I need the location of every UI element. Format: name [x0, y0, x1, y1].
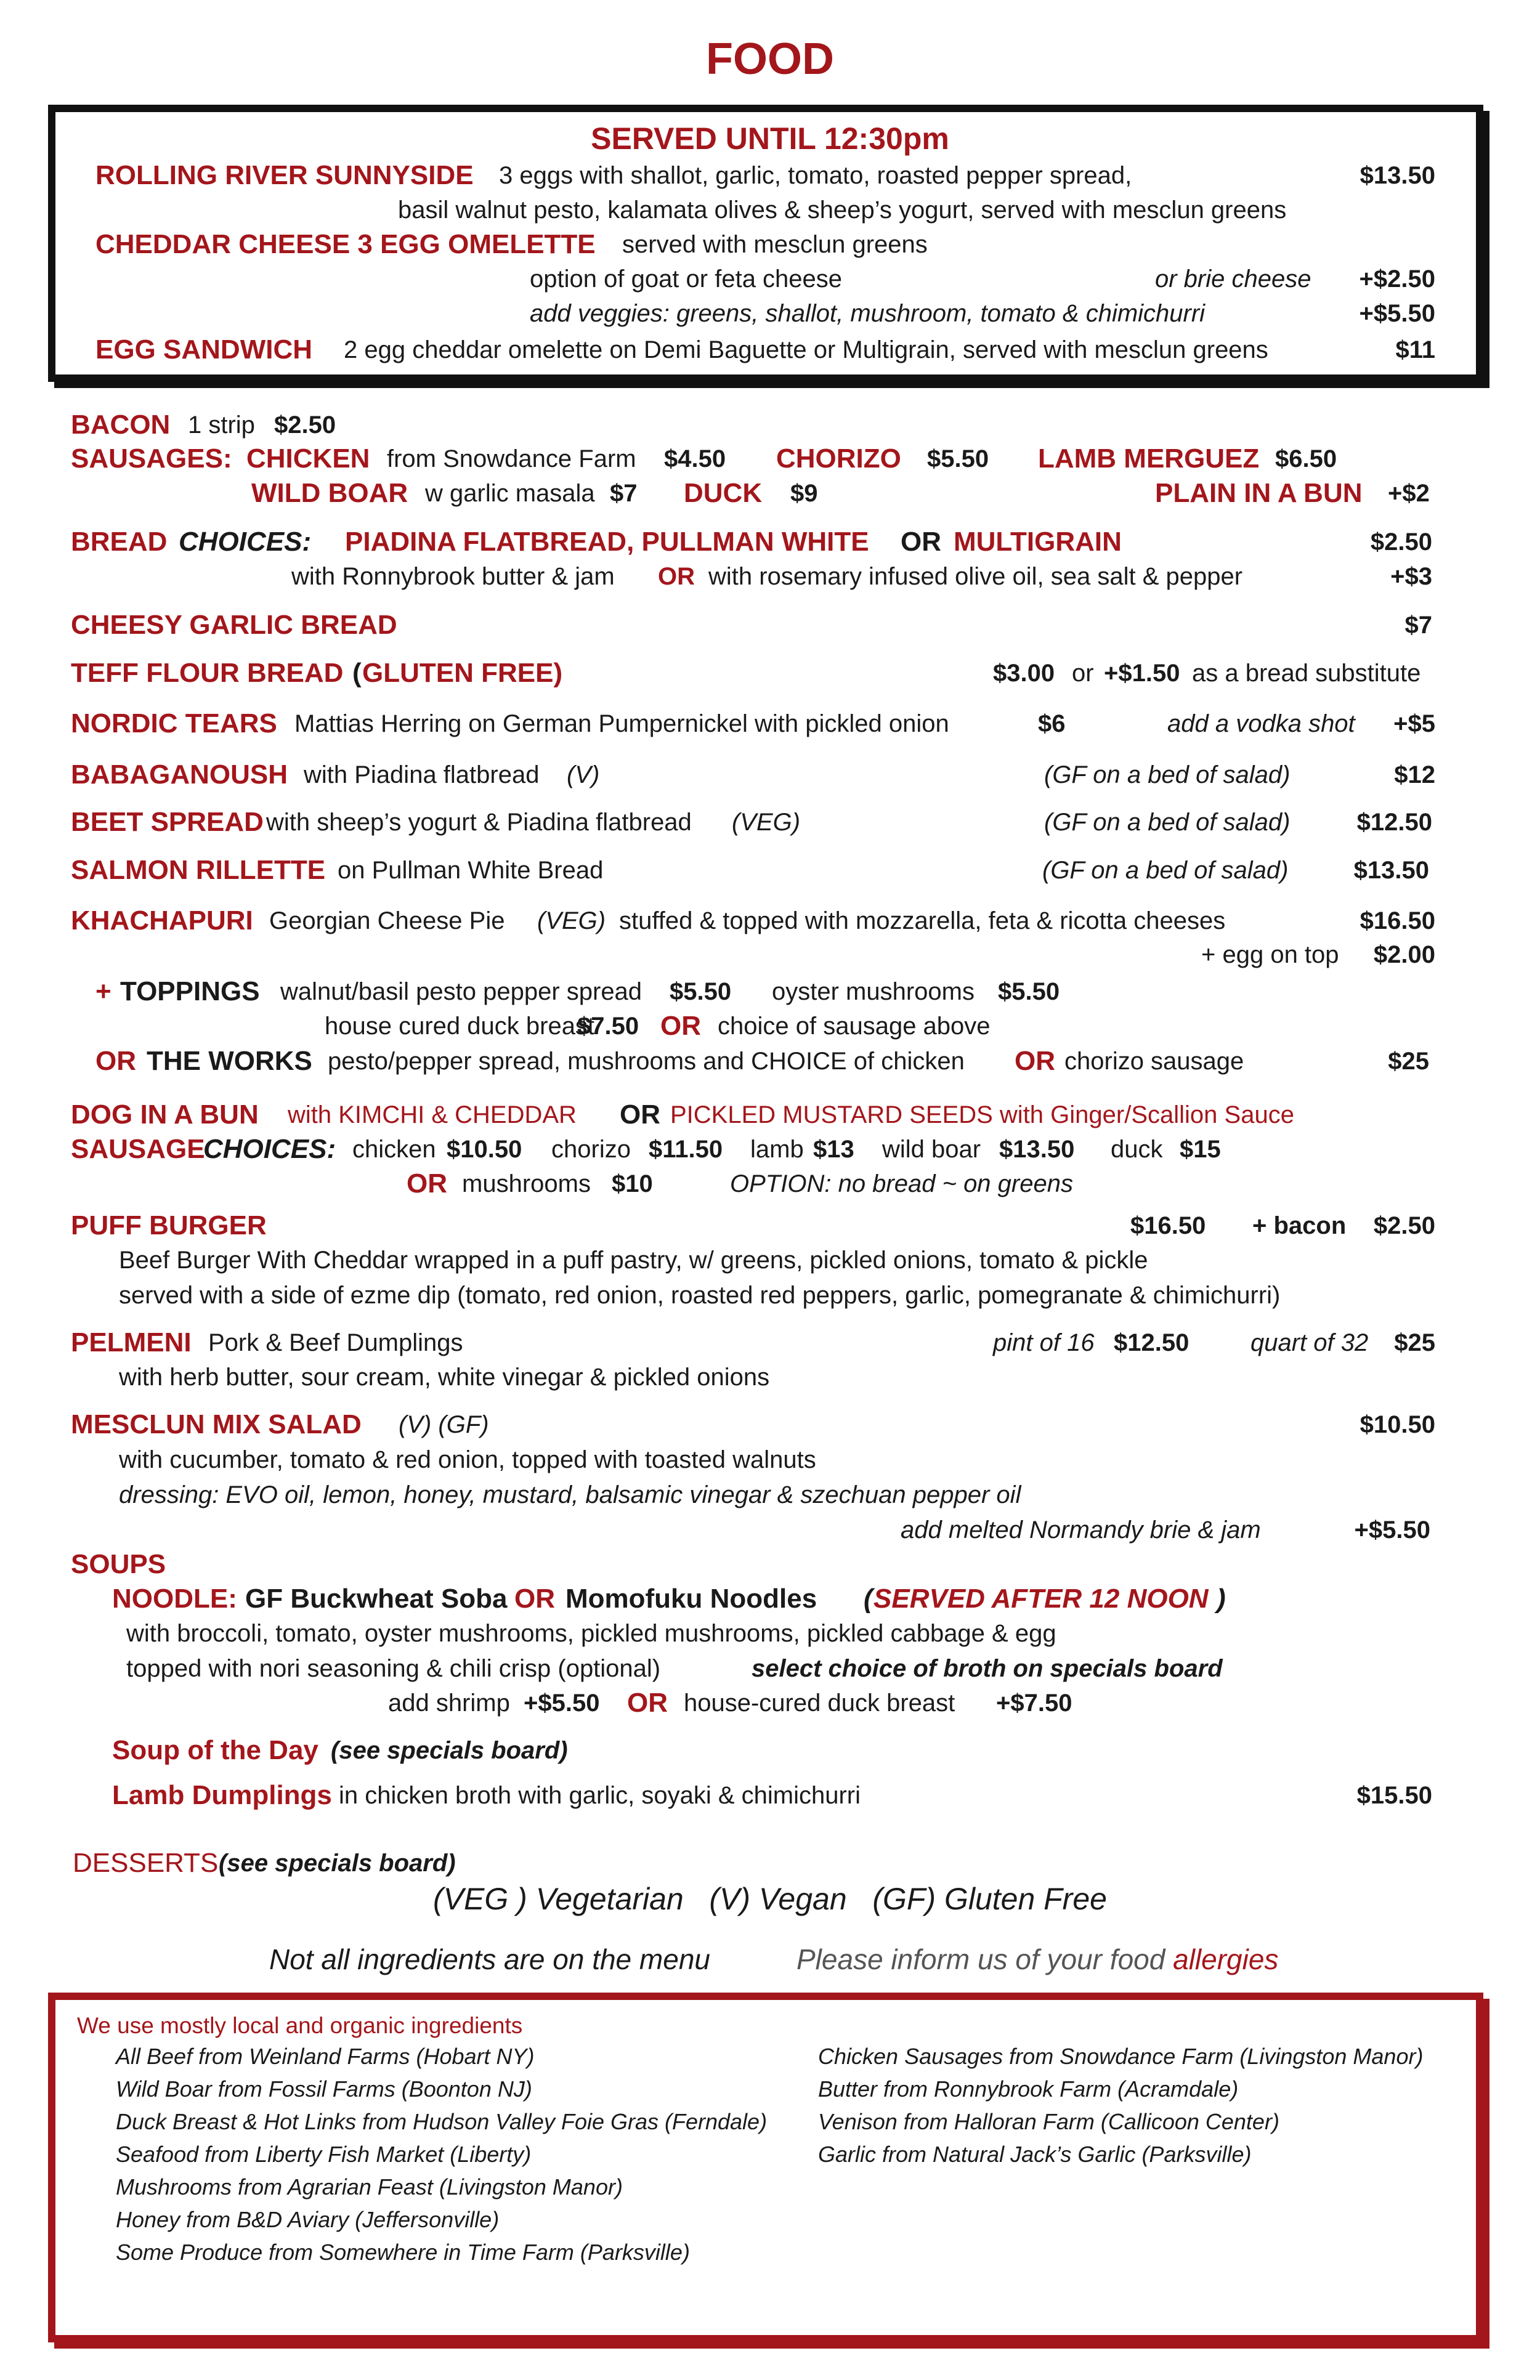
khach-egg: + egg on top [1201, 941, 1339, 968]
toppings-plus: + [95, 976, 111, 1006]
source-item: Seafood from Liberty Fish Market (Liberty) [116, 2142, 532, 2167]
baba-price: $12 [1394, 761, 1435, 788]
sunnyside-price: $13.50 [1360, 162, 1435, 189]
dog-choice-4-price: $13.50 [999, 1136, 1075, 1163]
dog-desc-1: with KIMCHI & CHEDDAR [288, 1101, 577, 1128]
omelette-option-1: option of goat or feta cheese [530, 265, 843, 293]
breakfast-heading: SERVED UNTIL 12:30pm [591, 121, 949, 156]
baba-name: BABAGANOUSH [71, 759, 288, 790]
teff-name: TEFF FLOUR BREAD [71, 658, 344, 688]
khach-name: KHACHAPURI [71, 905, 253, 936]
sausage-chorizo-price: $5.50 [927, 445, 989, 472]
bacon-name: BACON [71, 410, 171, 440]
dietary-legend: (VEG ) Vegetarian (V) Vegan (GF) Gluten Free [433, 1882, 1107, 1916]
omelette-option-2: or brie cheese [1155, 265, 1311, 293]
sausages-label: SAUSAGES: [71, 443, 232, 474]
lamb-dumplings-name: Lamb Dumplings [112, 1780, 332, 1810]
sausage-bun: PLAIN IN A BUN [1155, 478, 1363, 508]
bread-price: $2.50 [1370, 528, 1432, 556]
sausage-chorizo: CHORIZO [776, 443, 901, 474]
topping-4: choice of sausage above [718, 1013, 991, 1040]
notice-allergies [796, 1943, 1278, 1976]
topping-2: oyster mushrooms [772, 978, 975, 1005]
dog-choice-6-price: $10 [612, 1170, 653, 1197]
sources-left-list [116, 2044, 767, 2272]
sausage-duck: DUCK [684, 478, 763, 508]
noodle-add: add shrimp [388, 1690, 510, 1717]
source-item: Venison from Halloran Farm (Callicoon Center) [818, 2109, 1279, 2134]
mesclun-addon: add melted Normandy brie & jam [901, 1516, 1261, 1544]
source-item: Honey from B&D Aviary (Jeffersonville) [116, 2207, 500, 2232]
egg-sandwich-name: EGG SANDWICH [95, 334, 312, 365]
mesclun-price: $10.50 [1360, 1411, 1435, 1438]
puff-addon-price: $2.50 [1373, 1212, 1435, 1239]
mesclun-addon-price: +$5.50 [1354, 1516, 1430, 1544]
teff-sub-text: as a bread substitute [1192, 660, 1421, 687]
egg-sandwich-desc: 2 egg cheddar omelette on Demi Baguette or Multigrain, served with mesclun greens [344, 336, 1268, 363]
sunnyside-name: ROLLING RIVER SUNNYSIDE [95, 160, 474, 190]
noodle-served: SERVED AFTER 12 NOON [873, 1584, 1209, 1614]
topping-3-price: $7.50 [577, 1013, 639, 1040]
dog-choice-6: mushrooms [462, 1170, 591, 1197]
notice-allergies-red: allergies [1173, 1943, 1279, 1975]
beet-gf: (GF on a bed of salad) [1044, 809, 1291, 836]
source-item: All Beef from Weinland Farms (Hobart NY) [116, 2044, 535, 2069]
dog-or-2: OR [407, 1168, 447, 1199]
dog-choice-5-price: $15 [1180, 1136, 1221, 1163]
page-title: FOOD [706, 34, 834, 84]
topping-2-price: $5.50 [998, 978, 1060, 1005]
dog-desc-2: PICKLED MUSTARD SEEDS with Ginger/Scallion Sauce [670, 1101, 1294, 1128]
egg-sandwich-price: $11 [1395, 336, 1435, 363]
pelmeni-price-2: $25 [1394, 1329, 1435, 1356]
sources-heading: We use mostly local and organic ingredients [77, 2013, 523, 2038]
cheesy-bread-price: $7 [1404, 612, 1432, 639]
dog-choice-1-price: $10.50 [447, 1136, 522, 1163]
baba-gf: (GF on a bed of salad) [1044, 761, 1291, 788]
bacon-price: $2.50 [274, 411, 336, 439]
noodle-desc-1: with broccoli, tomato, oyster mushrooms, pickled mushrooms, pickled cabbage & egg [126, 1620, 1056, 1647]
mesclun-tag: (V) (GF) [399, 1411, 489, 1438]
dog-choice-3: lamb [750, 1136, 804, 1163]
bread-line2-or: OR [658, 563, 695, 590]
source-item: Chicken Sausages from Snowdance Farm (Livingston Manor) [818, 2044, 1424, 2069]
bread-label: BREAD [71, 527, 168, 557]
omelette-desc: served with mesclun greens [622, 231, 928, 258]
pelmeni-name: PELMENI [71, 1327, 192, 1358]
dog-option: OPTION: no bread ~ on greens [730, 1170, 1073, 1197]
source-item: Duck Breast & Hot Links from Hudson Valley Foie Gras (Ferndale) [116, 2109, 768, 2134]
pelmeni-desc-2: with herb butter, sour cream, white vinegar & pickled onions [119, 1364, 770, 1391]
sausage-lamb: LAMB MERGUEZ [1038, 443, 1260, 474]
nordic-addon-price: +$5 [1393, 710, 1435, 737]
bread-or: OR [901, 527, 941, 557]
omelette-veggies: add veggies: greens, shallot, mushroom, tomato & chimichurri [530, 300, 1206, 327]
works-desc: pesto/pepper spread, mushrooms and CHOICE of chicken [328, 1048, 965, 1075]
works-desc-2: chorizo sausage [1064, 1048, 1244, 1075]
bread-line2a: with Ronnybrook butter & jam [291, 563, 615, 590]
lamb-dumplings-price: $15.50 [1356, 1782, 1432, 1809]
noodle-add-2-price: +$7.50 [996, 1690, 1072, 1717]
noodle-label: NOODLE: [112, 1584, 237, 1614]
salmon-desc: on Pullman White Bread [338, 857, 604, 884]
works-or-2: OR [1015, 1046, 1055, 1076]
sausage-chicken-price: $4.50 [664, 445, 726, 472]
dog-choice-3-price: $13 [813, 1136, 854, 1163]
notice-allergies-text: Please inform us of your food [796, 1943, 1165, 1975]
omelette-veggies-price: +$5.50 [1359, 300, 1435, 327]
nordic-addon: add a vodka shot [1167, 710, 1355, 737]
works-label: THE WORKS [147, 1046, 312, 1076]
salmon-price: $13.50 [1353, 857, 1429, 884]
mesclun-desc: with cucumber, tomato & red onion, topped with toasted walnuts [119, 1446, 816, 1473]
sausage-lamb-price: $6.50 [1275, 445, 1337, 472]
topping-1-price: $5.50 [670, 978, 732, 1005]
sausage-chicken-desc: from Snowdance Farm [387, 445, 636, 472]
sunnyside-desc-2: basil walnut pesto, kalamata olives & sheep’s yogurt, served with mesclun greens [398, 196, 1287, 224]
notice-ingredients: Not all ingredients are on the menu [269, 1943, 710, 1975]
bread-choices-label: CHOICES: [179, 527, 312, 557]
source-item: Some Produce from Somewhere in Time Farm (Parksville) [116, 2240, 690, 2265]
teff-gluten-free: GLUTEN FREE) [362, 658, 563, 688]
dog-choice-2: chorizo [551, 1136, 631, 1163]
desserts-label: DESSERTS [73, 1848, 219, 1878]
puff-desc-1: Beef Burger With Cheddar wrapped in a puff pastry, w/ greens, pickled onions, tomato & pickle [119, 1247, 1148, 1274]
bread-option-1: PIADINA FLATBREAD, PULLMAN WHITE [345, 527, 869, 557]
sources-right-list [818, 2044, 1423, 2174]
bacon-desc: 1 strip [188, 411, 255, 439]
dog-or: OR [620, 1099, 660, 1130]
sausage-chicken: CHICKEN [246, 443, 370, 474]
dog-choices-label: CHOICES: [203, 1134, 336, 1164]
pelmeni-desc: Pork & Beef Dumplings [208, 1329, 463, 1356]
topping-1: walnut/basil pesto pepper spread [280, 978, 642, 1005]
beet-name: BEET SPREAD [71, 807, 264, 837]
source-item: Garlic from Natural Jack’s Garlic (Parksville) [818, 2142, 1252, 2167]
soup-of-day-note: (see specials board) [331, 1737, 568, 1764]
noodle-or-2: OR [627, 1688, 668, 1718]
source-item: Wild Boar from Fossil Farms (Boonton NJ) [116, 2076, 532, 2102]
soups-label: SOUPS [71, 1549, 166, 1579]
beet-tag: (VEG) [732, 809, 801, 836]
dog-name: DOG IN A BUN [71, 1099, 259, 1130]
teff-or: or [1072, 660, 1094, 687]
dog-choice-1: chicken [352, 1136, 436, 1163]
puff-price: $16.50 [1130, 1212, 1206, 1239]
puff-addon: + bacon [1252, 1212, 1347, 1239]
mesclun-name: MESCLUN MIX SALAD [71, 1409, 362, 1439]
sausage-duck-price: $9 [790, 480, 818, 507]
noodle-add-price: +$5.50 [524, 1690, 600, 1717]
puff-desc-2: served with a side of ezme dip (tomato, red onion, roasted red peppers, garlic, pomegranate & chimichurri) [119, 1282, 1281, 1309]
khach-desc-1: Georgian Cheese Pie [269, 907, 505, 934]
teff-price: $3.00 [993, 660, 1055, 687]
source-item: Butter from Ronnybrook Farm (Acramdale) [818, 2076, 1239, 2102]
nordic-name: NORDIC TEARS [71, 708, 277, 739]
salmon-gf: (GF on a bed of salad) [1042, 857, 1289, 884]
sausage-bun-price: +$2 [1388, 480, 1430, 507]
toppings-or: OR [660, 1011, 701, 1041]
noodle-or: OR [514, 1584, 555, 1614]
noodle-option-1: GF Buckwheat Soba [245, 1584, 508, 1614]
pelmeni-size-1: pint of 16 [993, 1329, 1095, 1356]
pelmeni-price-1: $12.50 [1114, 1329, 1189, 1356]
dog-sausage-label: SAUSAGE [71, 1134, 205, 1164]
khach-price: $16.50 [1360, 907, 1435, 934]
teff-paren: ( [352, 658, 362, 688]
noodle-option-2: Momofuku Noodles [565, 1584, 817, 1614]
nordic-desc: Mattias Herring on German Pumpernickel with pickled onion [294, 710, 949, 737]
sausage-boar: WILD BOAR [251, 478, 408, 508]
khach-tag: (VEG) [537, 907, 606, 934]
pelmeni-size-2: quart of 32 [1250, 1329, 1369, 1356]
nordic-price: $6 [1038, 710, 1066, 737]
salmon-name: SALMON RILLETTE [71, 855, 326, 885]
omelette-name: CHEDDAR CHEESE 3 EGG OMELETTE [95, 229, 596, 259]
dog-choice-4: wild boar [882, 1136, 981, 1163]
lamb-dumplings-desc: in chicken broth with garlic, soyaki & chimichurri [339, 1782, 861, 1809]
noodle-paren-open: ( [864, 1584, 873, 1614]
khach-desc-2: stuffed & topped with mozzarella, feta & ricotta cheeses [619, 907, 1226, 934]
dog-choice-5: duck [1111, 1136, 1163, 1163]
dog-choice-2-price: $11.50 [649, 1136, 723, 1163]
bread-line2b: with rosemary infused olive oil, sea salt & pepper [708, 563, 1243, 590]
mesclun-dressing: dressing: EVO oil, lemon, honey, mustard, balsamic vinegar & szechuan pepper oil [119, 1481, 1021, 1508]
desserts-note: (see specials board) [219, 1850, 456, 1877]
beet-desc: with sheep’s yogurt & Piadina flatbread [266, 809, 692, 836]
puff-name: PUFF BURGER [71, 1210, 267, 1241]
baba-desc: with Piadina flatbread [304, 761, 540, 788]
teff-sub-price: +$1.50 [1104, 660, 1180, 687]
noodle-desc-2: topped with nori seasoning & chili crisp (optional) [126, 1655, 661, 1682]
sausage-boar-price: $7 [610, 480, 638, 507]
noodle-broth: select choice of broth on specials board [752, 1655, 1223, 1682]
beet-price: $12.50 [1356, 809, 1432, 836]
omelette-option-2-price: +$2.50 [1359, 265, 1435, 293]
works-or: OR [95, 1046, 136, 1076]
noodle-paren-close: ) [1217, 1584, 1226, 1614]
source-item: Mushrooms from Agrarian Feast (Livingston Manor) [116, 2174, 623, 2200]
baba-tag: (V) [567, 761, 600, 788]
bread-line2-price: +$3 [1390, 563, 1432, 590]
soup-of-day: Soup of the Day [112, 1735, 318, 1765]
bread-option-2: MULTIGRAIN [954, 527, 1122, 557]
sausage-boar-desc: w garlic masala [425, 480, 595, 507]
works-price: $25 [1388, 1048, 1429, 1075]
sunnyside-desc: 3 eggs with shallot, garlic, tomato, roasted pepper spread, [499, 162, 1132, 189]
noodle-add-2: house-cured duck breast [684, 1690, 955, 1717]
khach-egg-price: $2.00 [1373, 941, 1435, 968]
toppings-label: TOPPINGS [120, 976, 260, 1006]
cheesy-bread-name: CHEESY GARLIC BREAD [71, 610, 397, 640]
topping-3: house cured duck breast [325, 1013, 595, 1040]
